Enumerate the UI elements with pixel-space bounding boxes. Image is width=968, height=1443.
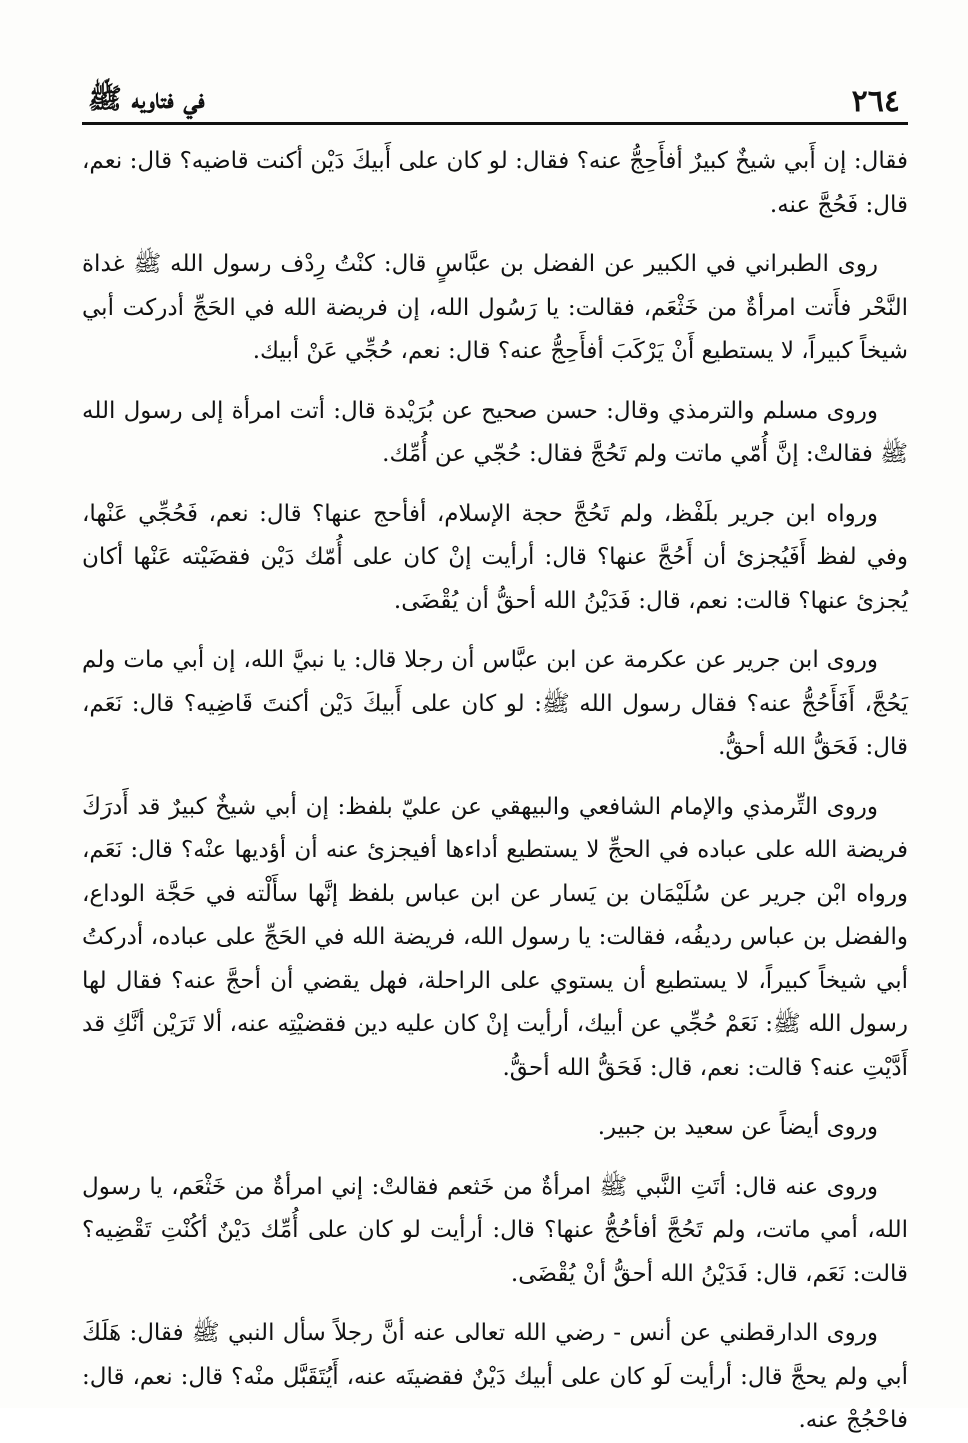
page-number: ٢٦٤ (851, 84, 900, 119)
page-body (82, 140, 908, 1443)
paragraph: روى الطبراني في الكبير عن الفضل بن عبَّاسٍ قال: كنْتُ رِدْف رسول الله ﷺ غداة النَّحْر فأَتت امرأةٌ من خَثْعَم، فقالت: يا رَسُول الله، إن فريضة الله في الحَجِّ أدركت أبي شيخاً كبيراً، لا يستطيع أَنْ يَرْكَبَ أفأَحِجُّ عنه؟ قال: نعم، حُجِّي عَنْ أبيك. (82, 251, 908, 364)
paragraph: وروى أيضاً عن سعيد بن جبير. (597, 1114, 878, 1140)
paragraph: ورواه ابن جرير بلَفْظ، ولم تَحُجَّ حجة الإسلام، أفأحج عنها؟ قال: نعم، فَحُجِّي عَنْها، وفي لفظ أَفَيُجزئ أن أَحُجَّ عنها؟ قال: أرأيت إنْ كان على أُمّك دَيْن فقضَيْته عَنْها أكان يُجزئ عنها؟ قالت: نعم، قال: فَدَيْنُ الله أحقُّ أن يُقْضَى. (82, 500, 908, 614)
paragraph: فقال: إن أَبي شيخٌ كبيرٌ أفأَحِجُّ عنه؟ فقال: لو كان على أَبيكَ دَيْن أكنت قاضيه؟ قال: نعم، قال: فَحُجَّ عنه. (82, 148, 908, 218)
paragraph: وروى مسلم والترمذي وقال: حسن صحيح عن بُرَيْدة قال: أتت امرأة إلى رسول الله ﷺ فقالتْ: إنَّ أُمّي ماتت ولم تَحُجَّ فقال: حُجّي عن أُمِّك. (82, 397, 908, 467)
page-header (82, 78, 908, 122)
paragraph: وروى الدارقطني عن أنس - رضي الله تعالى عنه أنَّ رجلاً سأل النبي ﷺ فقال: هَلَكَ أبي ولم يحجَّ قال: أرأيت لَو كان على أبيك دَيْنٌ فقضيتَه عنه، أَيُتَقَبَّل منْه؟ قال: نعم، قال: فاحْجُجْ عنه. (82, 1320, 908, 1433)
running-title: في فتاويه ﷺ (88, 82, 205, 115)
header-rule (82, 122, 908, 125)
paragraph: وروى عنه قال: أتَتِ النَّبي ﷺ امرأةٌ من خَثعم فقالتْ: إني امرأةٌ من خَثْعَم، يا رسول الله، أمي ماتت، ولم تَحُجَّ أفأحُجُّ عنها؟ قال: أرأيت لو كان على أُمِّك دَيْنٌ أكُنْتِ تَقْضِيه؟ قالت: نَعَم، قال: فَدَيْنُ الله أحقُّ أنْ يُقْضَى. (82, 1173, 908, 1287)
paragraph: وروى التِّرمذي والإمام الشافعي والبيهقي عن عليّ بلفظ: إن أبي شيخٌ كبيرٌ قد أَدرَكَ فريضة الله على عباده في الحجِّ لا يستطيع أداءها أفيجزئ عنه أن أؤديها عنْه؟ قال: نَعَم، ورواه ابْن جرير عن سُلَيْمَان بن يَسار عن ابن عباس بلفظ إنَّها سأَلْته في حَجَّة الوداع، والفضل بن عباس رديفُه، فقالت: يا رسول الله، فريضة الله في الحَجِّ على عباده، أدركتُ أبي شيخاً كبيراً، لا يستطيع أن يستوي على الراحلة، فهل يقضي أن أحجَّ عنه؟ فقال لها رسول الله ﷺ: نَعَمْ حُجِّي عن أبيك، أرأيت إنْ كان عليه دين فقضيْتِه عنه، ألا تَرَيْن أنَّكِ قد أَدَّيْتِ عنه؟ قالت: نعم، قال: فَحَقُّ الله أحقُّ. (82, 793, 908, 1081)
paragraph: وروى ابن جرير عن عكرمة عن ابن عبَّاس أن رجلا قال: يا نبيَّ الله، إن أبي مات ولم يَحُجَّ، أَفَأَحُجُّ عنه؟ فقال رسول الله ﷺ: لو كان على أَبيكَ دَيْن أكنتَ قَاضِيه؟ قال: نَعَم، قال: فَحَقُّ الله أحقُّ. (82, 647, 908, 760)
